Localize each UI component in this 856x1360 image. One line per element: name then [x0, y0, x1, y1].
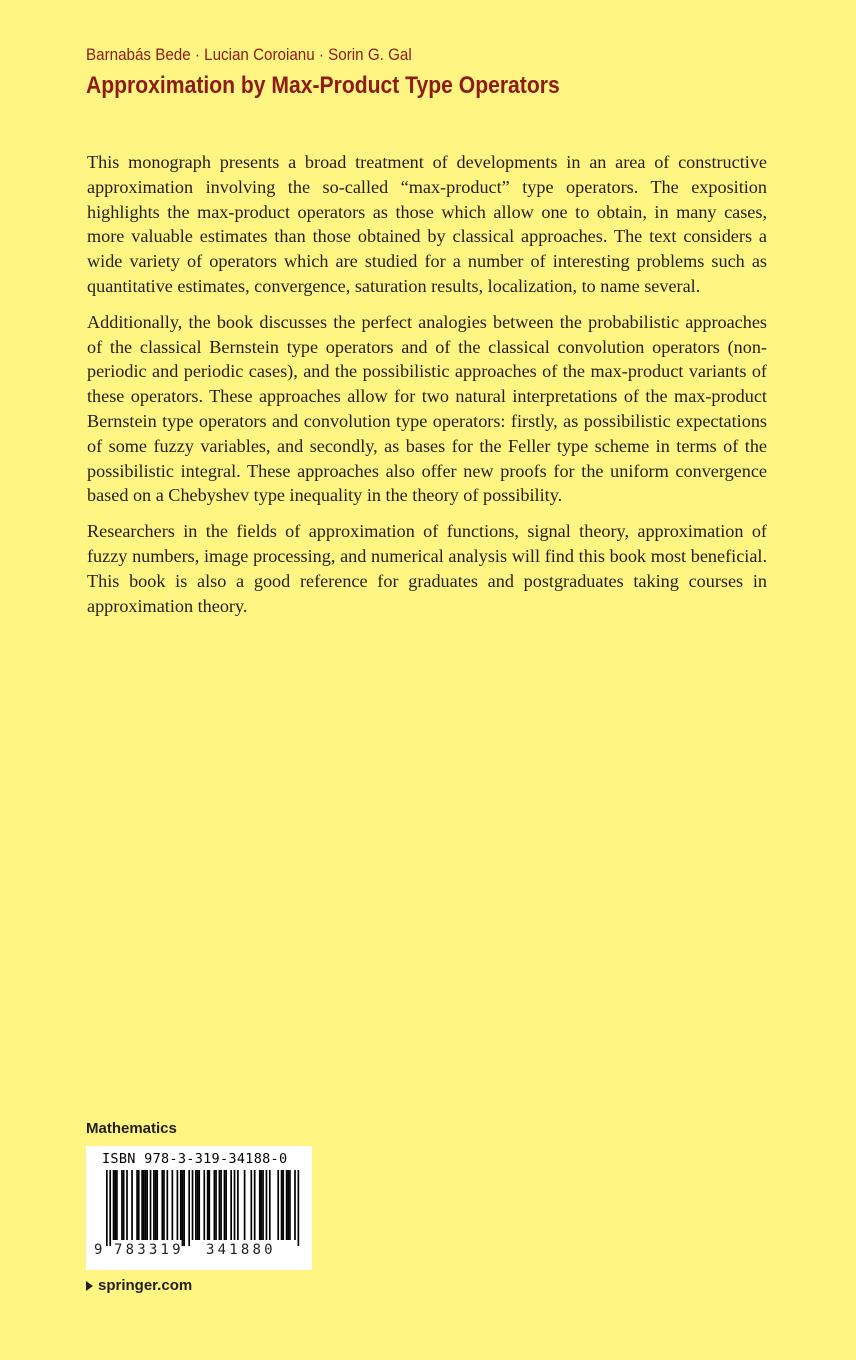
barcode-bar: [207, 1170, 209, 1240]
barcode-bar: [259, 1170, 261, 1240]
isbn-barcode: [86, 1146, 312, 1270]
barcode-bar: [208, 1170, 210, 1240]
barcode-bar: [188, 1170, 190, 1246]
barcode-bar: [143, 1170, 145, 1240]
barcode-bar: [106, 1170, 108, 1246]
barcode-bar: [141, 1170, 143, 1240]
barcode-bar: [269, 1170, 271, 1240]
ean-left-digits: 783319: [114, 1242, 184, 1258]
barcode-bar: [266, 1170, 268, 1240]
barcode-bar: [261, 1170, 263, 1240]
barcode-bar: [281, 1170, 283, 1240]
barcode-bar: [182, 1170, 184, 1246]
barcode-bar: [244, 1170, 246, 1240]
barcode-bar: [198, 1170, 200, 1240]
publisher-link-text: springer.com: [98, 1277, 193, 1294]
barcode-bar: [294, 1170, 296, 1240]
barcode-bar: [224, 1170, 226, 1240]
ean-right-digits: 341880: [206, 1242, 276, 1258]
barcode-bar: [114, 1170, 116, 1240]
barcode-bar: [126, 1170, 128, 1240]
description-paragraph-1: This monograph presents a broad treatment of developments in an area of constructive approximation involving the so-called “max-product” type operators. The exposition highlights the max-product operators as those which allow one to obtain, in many cases, more valuable estimates than those obtained by classical approaches. The text considers a wide variety of operators which are studied for a number of interesting problems such as quantitative estimates, convergence, saturation results, localization, to name several.: [87, 152, 767, 296]
barcode-bar: [166, 1170, 168, 1240]
barcode-bar: [180, 1170, 182, 1240]
barcode-bar: [237, 1170, 239, 1240]
book-title: Approximation by Max-Product Type Operators: [86, 72, 560, 99]
barcode-bar: [113, 1170, 115, 1240]
barcode-bar: [155, 1170, 157, 1240]
subject-category: Mathematics: [86, 1120, 177, 1137]
publisher-link[interactable]: [86, 1277, 192, 1294]
barcode-bar: [121, 1170, 123, 1240]
barcode-bar: [183, 1170, 185, 1246]
barcode-bar: [136, 1170, 138, 1240]
description-paragraph-2: Additionally, the book discusses the perfect analogies between the probabilistic approaches of the classical Bernstein type operators and of the classical convolution operators (non-periodic and periodic cases), and the possibilistic approaches of the max-product variants of these operators. These approaches allow for two natural interpretations of the max-product Bernstein type operators and convolution type operators: firstly, as possibilistic expectations of some fuzzy variables, and secondly, as bases for the Feller type scheme in terms of the possibilistic integral. These approaches also offer new proofs for the uniform convergence based on a Chebyshev type inequality in the theory of possibility.: [87, 311, 767, 506]
barcode-bar: [109, 1170, 111, 1246]
barcode-bar: [153, 1170, 155, 1240]
barcode-bar: [277, 1170, 279, 1240]
barcode-bars: [100, 1170, 300, 1250]
ean-first-digit: 9: [94, 1242, 103, 1258]
barcode-bar: [116, 1170, 118, 1240]
barcode-bar: [131, 1170, 133, 1240]
isbn-label: ISBN 978-3-319-34188-0: [102, 1151, 288, 1167]
barcode-bar: [220, 1170, 222, 1240]
book-description: [87, 150, 767, 629]
barcode-bar: [298, 1170, 300, 1246]
arrow-right-icon: [86, 1281, 93, 1291]
barcode-bar: [177, 1170, 179, 1240]
barcode-bar: [172, 1170, 174, 1240]
barcode-bar: [230, 1170, 232, 1240]
barcode-bar: [225, 1170, 227, 1240]
description-paragraph-3: Researchers in the fields of approximation of functions, signal theory, approximation of fuzzy numbers, image processing, and numerical analysis will find this book most beneficial. This book is also a good reference for graduates and postgraduates taking courses in approximation theory.: [87, 521, 767, 616]
barcode-bar: [192, 1170, 194, 1240]
barcode-bar: [214, 1170, 216, 1240]
barcode-bar: [161, 1170, 163, 1240]
barcode-bar: [262, 1170, 264, 1240]
barcode-bar: [219, 1170, 221, 1240]
barcode-bar: [146, 1170, 148, 1240]
barcode-bar: [138, 1170, 140, 1240]
barcode-bar: [282, 1170, 284, 1240]
barcode-bar: [197, 1170, 199, 1240]
barcode-bar: [234, 1170, 236, 1240]
barcode-bar: [286, 1170, 288, 1240]
barcode-bar: [203, 1170, 205, 1240]
author-list: Barnabás Bede · Lucian Coroianu · Sorin G. Gal: [86, 46, 412, 64]
barcode-bar: [287, 1170, 289, 1240]
barcode-bar: [123, 1170, 125, 1240]
barcode-bar: [250, 1170, 252, 1240]
barcode-bar: [215, 1170, 217, 1240]
barcode-bar: [195, 1170, 197, 1240]
barcode-bar: [163, 1170, 165, 1240]
barcode-bar: [145, 1170, 147, 1240]
barcode-bar: [156, 1170, 158, 1240]
barcode-bar: [150, 1170, 152, 1240]
barcode-bar: [254, 1170, 256, 1240]
barcode-bar: [289, 1170, 291, 1240]
